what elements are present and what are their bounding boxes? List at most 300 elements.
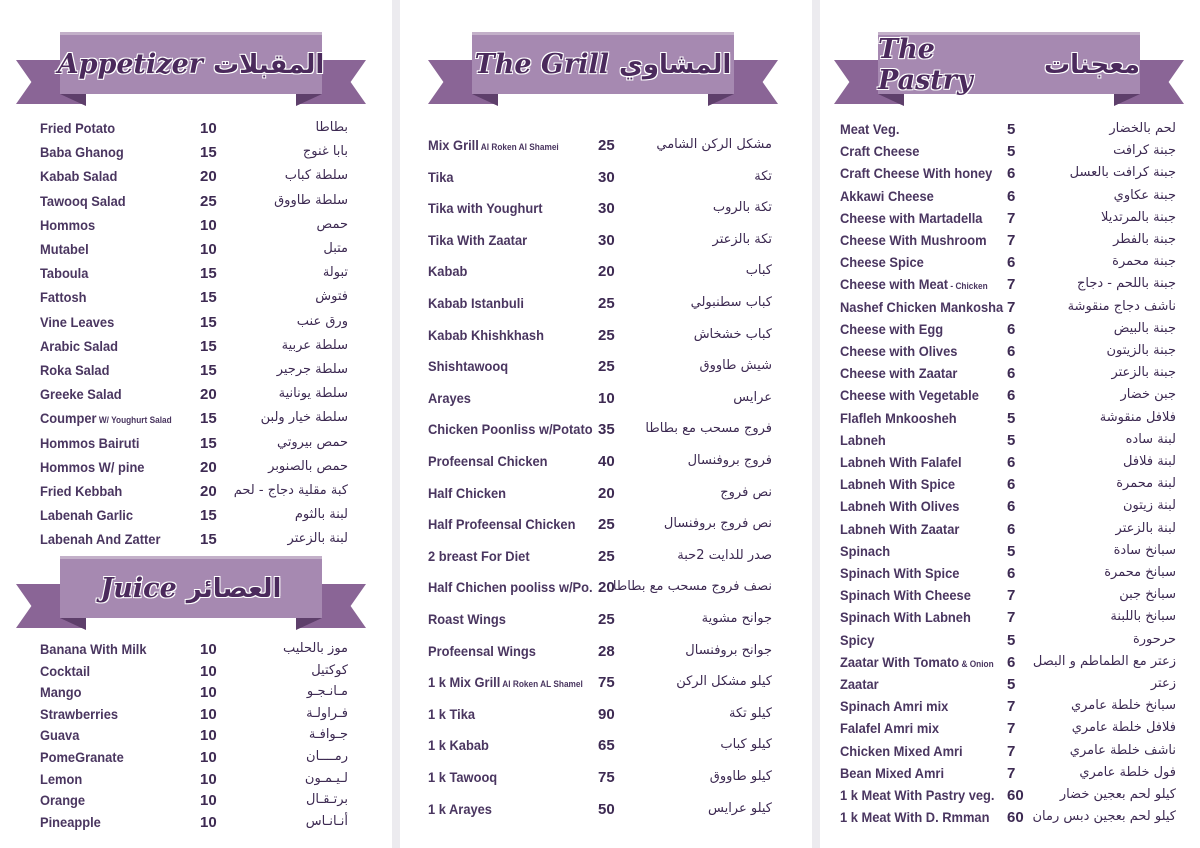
menu-item [428,485,772,505]
item-name [840,543,890,559]
item-price: 25 [200,192,217,210]
item-name-text: Meat Veg. [840,121,900,137]
item-name-arabic: متبل [323,241,348,256]
item-price: 15 [200,410,217,428]
item-name-arabic: فروج مسحب مع بطاطا [645,421,772,437]
item-name-arabic: سبانخ باللبنة [1110,609,1176,625]
item-price: 10 [200,684,217,702]
item-name [40,749,124,765]
menu-item [40,120,348,140]
item-price: 6 [1007,520,1016,538]
item-name [840,454,962,470]
item-name-text: 1 k Arayes [428,800,492,817]
menu-item [40,362,348,382]
item-price: 90 [598,705,615,723]
item-name-arabic: جبنة بالمرتديلا [1100,209,1176,225]
item-name-arabic: جـوافـة [308,727,348,743]
item-name [40,193,126,209]
menu-item [40,749,348,769]
menu-item [428,769,772,789]
menu-item [428,232,772,252]
item-price: 7 [1007,764,1016,782]
item-name [40,289,87,305]
item-price: 5 [1007,121,1016,138]
item-name-text: 1 k Kabab [428,737,489,754]
item-price: 15 [200,434,217,452]
menu-item [840,476,1176,496]
menu-item [40,684,348,704]
item-name [840,188,934,204]
menu-item [428,200,772,220]
item-name [840,232,987,248]
item-price: 10 [200,705,217,723]
item-price: 75 [598,769,615,786]
menu-item [428,611,772,631]
item-name-text: Labneh With Spice [840,476,956,493]
grill-title-en: The Grill [474,49,610,80]
item-name-text: Kabab [428,263,468,280]
item-name-arabic: لبنة بالزعتر [287,531,348,547]
item-name [428,611,506,627]
item-name-arabic: جبنة عكاوي [1113,187,1176,203]
item-price: 15 [200,337,217,355]
item-price: 7 [1007,698,1016,716]
item-name-text: Mutabel [40,241,89,257]
item-name [40,531,160,547]
item-name-text: Spinach Amri mix [840,698,949,715]
item-name [840,254,924,270]
item-name-arabic: رمــــان [306,749,348,764]
item-price: 5 [1007,676,1016,693]
item-price: 25 [598,516,615,534]
item-name-arabic: جوانح بروفنسال [685,642,772,658]
item-price: 10 [200,662,217,680]
item-name [40,386,122,402]
item-price: 5 [1007,631,1016,649]
item-price: 25 [598,358,615,376]
item-name-text: Nashef Chicken Mankosha [840,298,1004,315]
item-name-arabic: جبنة بالفطر [1113,232,1176,247]
appetizer-title-en: Appetizer [57,49,204,80]
menu-item [840,321,1176,341]
item-name [840,387,979,403]
menu-item [840,632,1176,652]
item-name-arabic: كباب [745,263,772,279]
item-price: 6 [1007,498,1016,516]
item-name-arabic: لبنة بالزعتر [1115,520,1176,536]
menu-item [40,727,348,747]
item-name [40,459,144,475]
item-price: 15 [200,507,217,525]
menu-item [40,386,348,406]
item-name-arabic: ناشف دجاج منقوشة [1067,298,1176,314]
menu-item [40,771,348,791]
menu-item [40,792,348,812]
menu-item [840,432,1176,452]
item-name-text: Labneh [840,431,886,448]
item-price: 6 [1007,454,1016,471]
menu-item [840,165,1176,185]
item-name-arabic: كيلو تكة [728,705,772,721]
ribbon-face [57,32,325,94]
pastry-banner [834,32,1184,110]
item-name-text: Taboula [40,265,89,282]
menu-item [840,232,1176,252]
item-name-arabic: فروج بروفنسال [687,453,772,468]
item-name-arabic: لحم بالخضار [1109,121,1176,136]
item-price: 25 [598,326,615,344]
item-price: 7 [1007,232,1016,249]
item-name-arabic: فلافل خلطة عامري [1071,720,1176,736]
item-name [40,241,89,257]
menu-item [40,144,348,164]
item-price: 10 [598,389,615,407]
item-name-text: Guava [40,727,80,744]
item-price: 60 [1007,809,1024,827]
item-name-text: Fried Potato [40,120,116,136]
item-name-arabic: سلطة يونانية [278,386,348,402]
item-name [840,365,957,381]
item-price: 7 [1007,298,1016,316]
item-name-text: Kabab Salad [40,168,118,185]
item-name [40,217,95,233]
item-name-arabic: سلطة خيار ولبن [260,410,348,426]
item-price: 65 [598,737,615,755]
item-name-arabic: تكة بالزعتر [712,231,772,247]
item-name [840,432,886,448]
item-name-text: Tika With Zaatar [428,231,528,248]
menu-item [840,188,1176,208]
item-name-text: Strawberries [40,705,119,722]
item-name-arabic: أنـانـاس [305,813,348,829]
item-name-arabic: برتـقـال [305,792,348,808]
menu-item [40,483,348,503]
item-name-arabic: تبولة [322,265,348,281]
menu-item [40,507,348,527]
item-name [428,516,575,532]
menu-item [40,663,348,683]
item-name-arabic: كبة مقلية دجاج - لحم [233,483,348,498]
item-name [428,327,544,343]
item-name-note: - Chicken [948,281,988,292]
item-name-arabic: نصف فروج مسحب مع بطاطا [612,579,772,595]
item-name [428,390,471,406]
item-name [428,674,583,690]
item-name-text: Mango [40,684,82,701]
item-price: 75 [598,674,615,692]
menu-item [428,327,772,347]
juice-title-ar: العصائر [186,573,282,604]
item-name-arabic: جبنة كرافت [1113,143,1176,159]
item-name-text: Tawooq Salad [40,192,126,209]
menu-item [428,548,772,568]
item-name-text: Half Chicken [428,484,507,501]
item-name-arabic: كباب سطنبولي [690,295,772,310]
menu-item [40,241,348,261]
menu-item [840,121,1176,141]
item-price: 6 [1007,387,1016,405]
item-name-note: Al Roken Al Shamei [478,142,559,152]
menu-item [40,289,348,309]
item-name [428,769,497,785]
item-name-arabic: كيلو مشكل الركن [676,674,772,690]
item-price: 60 [1007,787,1024,804]
item-price: 10 [200,641,217,658]
item-name-arabic: لبنة محمرة [1116,476,1176,492]
item-name [40,771,82,787]
item-name-arabic: جبنة بالزيتون [1106,343,1176,358]
item-name-arabic: مـانـجـو [306,684,348,700]
item-name-arabic: فـراولـة [306,705,348,721]
item-name-text: Spinach With Cheese [840,587,971,604]
menu-item [40,217,348,237]
item-name-text: Profeensal Chicken [428,453,548,469]
item-name-text: Labneh With Falafel [840,454,962,470]
item-name [428,263,467,279]
item-name-text: Kabab Khishkhash [428,326,544,343]
item-price: 10 [200,241,217,258]
menu-item [428,579,772,599]
menu-item [428,643,772,663]
item-name-text: Fried Kebbah [40,483,123,499]
item-name [840,765,944,781]
item-name-text: Roast Wings [428,611,506,627]
menu-item [40,265,348,285]
item-name [40,362,109,378]
item-name-text: Cheese with Zaatar [840,365,958,382]
item-name [40,314,114,330]
item-name [840,476,955,492]
menu-item [840,676,1176,696]
item-name [40,120,115,136]
item-name [840,165,992,181]
item-name-arabic: لبنة زيتون [1123,498,1176,514]
item-name-text: Labneh With Zaatar [840,520,960,537]
item-name [428,453,548,469]
item-name-text: Hommos [40,216,96,233]
menu-item [40,410,348,430]
item-name-arabic: جبنة باللحم - دجاج [1076,276,1176,292]
item-price: 10 [200,120,217,137]
item-price: 20 [598,484,615,502]
menu-item [40,706,348,726]
item-name-text: Hommos W/ pine [40,458,145,475]
item-name [40,727,79,743]
item-price: 40 [598,453,615,470]
ribbon-face [472,32,734,94]
menu-item [840,743,1176,763]
menu-item [840,720,1176,740]
item-name [428,643,536,659]
item-name-text: Cheese with Martadella [840,209,983,226]
item-name [40,410,172,426]
item-name [840,410,957,426]
item-name-arabic: صدر للدايت 2حبة [677,547,772,563]
item-name-text: Arayes [428,389,471,406]
item-price: 30 [598,231,615,249]
item-price: 5 [1007,409,1016,427]
menu-item [840,543,1176,563]
item-name [840,343,957,359]
menu-item [40,641,348,661]
item-name-arabic: حمص بيروتي [276,434,348,450]
item-name [840,720,939,736]
item-price: 15 [200,289,217,307]
menu-item [840,210,1176,230]
item-name [428,295,524,311]
item-name-text: Hommos Bairuti [40,434,140,451]
item-name-arabic: كيلو لحم بعجين خضار [1059,787,1176,802]
menu-item [840,454,1176,474]
item-price: 30 [598,200,615,218]
item-name-text: Orange [40,792,86,809]
item-name-arabic: لـيـمـون [304,770,348,786]
item-name-arabic: كيلو كباب [720,737,772,753]
item-name-text: Falafel Amri mix [840,720,940,737]
menu-item [840,765,1176,785]
grill-banner [428,32,778,110]
item-name-arabic: مشكل الركن الشامي [656,137,772,152]
item-name-text: Coumper [40,410,97,427]
item-price: 7 [1007,276,1016,294]
item-price: 6 [1007,320,1016,338]
item-price: 6 [1007,165,1016,183]
ribbon-face [60,556,322,618]
item-name [428,358,508,374]
item-price: 15 [200,313,217,331]
item-name-text: Cocktail [40,662,91,679]
menu-item [840,787,1176,807]
menu-item [428,169,772,189]
item-price: 7 [1007,609,1016,627]
menu-item [428,390,772,410]
menu-item [428,801,772,821]
item-name-arabic: كوكتيل [311,662,348,678]
item-name [428,169,454,185]
item-price: 25 [598,137,615,154]
item-name-arabic: بطاطا [315,120,348,135]
item-name-text: Labenah And Zatter [40,531,161,548]
menu-item [840,143,1176,163]
juice-banner [16,556,366,634]
item-name-arabic: سلطة كباب [284,168,348,184]
item-name-text: Cheese with Egg [840,320,944,337]
item-name [428,706,475,722]
item-name-text: Craft Cheese [840,143,920,160]
menu-item [840,698,1176,718]
item-name [840,299,1003,315]
menu-item [428,421,772,441]
item-name-arabic: حرحورة [1132,631,1176,647]
item-name-text: Chicken Mixed Amri [840,742,963,759]
item-price: 5 [1007,542,1016,560]
juice-title-en: Juice [100,573,177,604]
item-price: 10 [200,770,217,788]
menu-item [428,674,772,694]
item-name [840,698,948,714]
item-name-text: Profeensal Wings [428,642,536,659]
menu-item [840,654,1176,674]
menu-item [40,338,348,358]
item-name-text: Arabic Salad [40,337,119,354]
item-price: 6 [1007,187,1016,205]
appetizer-banner [16,32,366,110]
item-name-arabic: بابا غنوج [302,144,348,160]
item-name-text: Cheese with Vegetable [840,387,979,404]
item-price: 20 [200,386,217,404]
ribbon-face [878,32,1140,94]
item-price: 7 [1007,720,1016,738]
item-price: 15 [200,362,217,379]
item-name-text: Bean Mixed Amri [840,764,945,781]
item-name-note: & Onion [959,658,994,669]
item-price: 20 [598,263,615,281]
item-name [40,168,117,184]
item-price: 20 [598,579,615,597]
item-name-text: Roka Salad [40,362,110,378]
menu-item [840,343,1176,363]
grill-title-ar: المشاوي [619,49,732,80]
menu-item [428,706,772,726]
item-name-arabic: كيلو لحم بعجين دبس رمان [1032,809,1176,825]
item-name-arabic: لبنة ساده [1125,431,1176,447]
menu-item [428,516,772,536]
item-price: 20 [200,483,217,500]
item-name-text: Spinach [840,542,891,559]
item-name [428,579,593,595]
item-price: 28 [598,642,615,660]
item-name [428,421,593,437]
item-name-text: Fattosh [40,289,87,306]
item-name [428,801,492,817]
item-name-arabic: سلطة عربية [281,337,348,353]
item-name [840,587,971,603]
item-name [840,609,971,625]
item-name [40,663,90,679]
item-name-text: Tika [428,168,454,185]
item-name-arabic: لبنة بالثوم [294,507,348,523]
item-name-arabic: تكة بالروب [712,200,772,216]
item-price: 10 [200,749,217,766]
menu-item [840,609,1176,629]
item-price: 25 [598,295,615,312]
item-price: 20 [200,458,217,476]
appetizer-title-ar: المقبلات [213,49,325,80]
item-name [840,809,989,825]
item-name [840,498,959,514]
menu-item [40,435,348,455]
menu-item [40,168,348,188]
item-name [40,684,82,700]
item-name-text: Shishtawooq [428,358,509,375]
item-name-text: Flafleh Mnkoosheh [840,409,957,426]
item-name [40,706,118,722]
item-name-text: Cheese With Mushroom [840,232,987,248]
item-name-arabic: زعتر [1150,676,1176,691]
item-name-text: Zaatar With Tomato [840,653,960,670]
item-name [428,737,489,753]
item-name-text: Spicy [840,631,875,648]
menu-item [428,263,772,283]
item-name-text: Tika with Youghurt [428,200,543,217]
item-name-arabic: جبنة بالبيض [1113,320,1176,336]
item-price: 50 [598,800,615,818]
item-name-arabic: ناشف خلطة عامري [1069,742,1176,758]
item-name-text: Greeke Salad [40,386,122,403]
item-name-arabic: موز بالحليب [282,641,348,656]
menu-item [840,299,1176,319]
item-name [840,787,995,803]
